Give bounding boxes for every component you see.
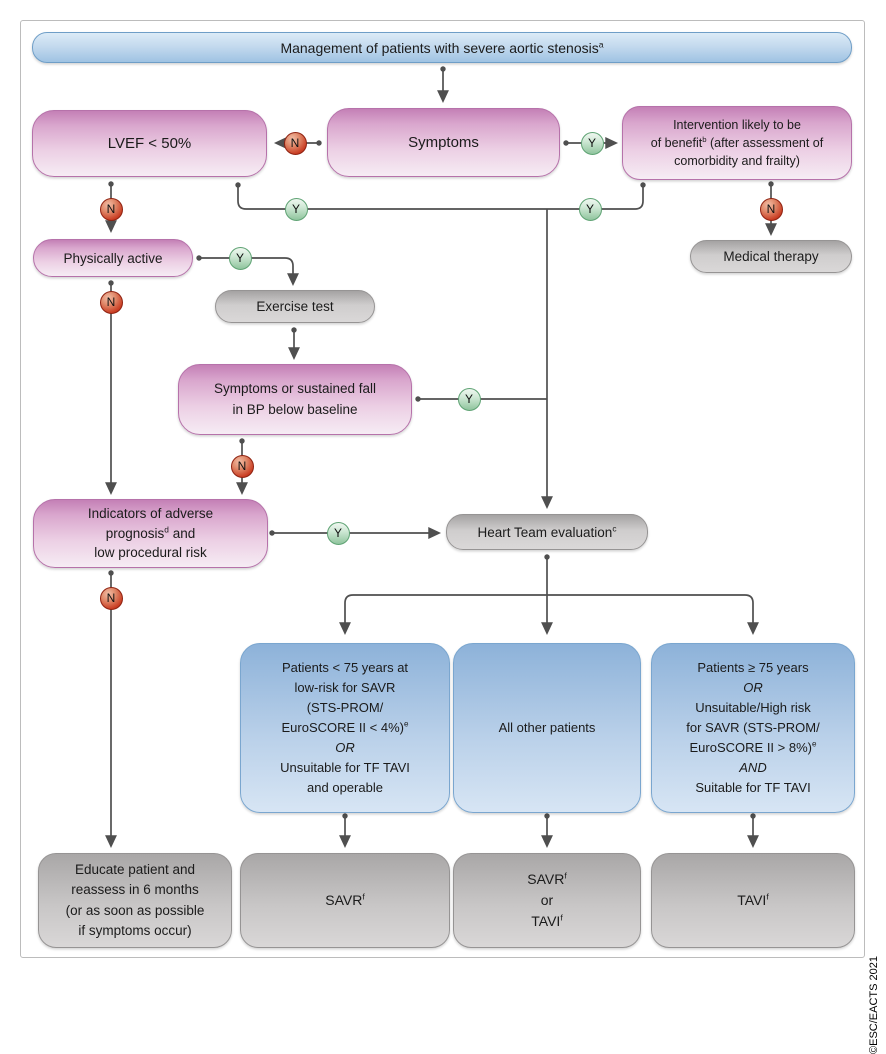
yes-badge (581, 132, 604, 155)
no-badge (231, 455, 254, 478)
box-intervention-benefit (622, 106, 852, 180)
box-indicators-adverse-prognosis (33, 499, 268, 568)
box-tavi (651, 853, 855, 948)
yes-badge-label: Y (464, 392, 473, 406)
no-badge-label: N (237, 459, 247, 473)
heart-team-label: Heart Team evaluation$^c$ (477, 523, 617, 540)
yes-badge (579, 198, 602, 221)
box-physically-active (33, 239, 193, 277)
intervention-label: Intervention likely to be of benefit$^b$ (after assessment of comorbidity and frailty) (650, 117, 824, 169)
savr-label: SAVR$^f$ (325, 891, 365, 908)
lvef-label: LVEF < 50% (107, 135, 192, 152)
box-heart-team-evaluation (446, 514, 648, 550)
yes-badge-label: Y (585, 202, 594, 216)
box-savr (240, 853, 450, 948)
no-badge-label: N (106, 295, 116, 309)
box-medical-therapy (690, 240, 852, 273)
banner-label: Management of patients with severe aortic stenosis$^a$ (280, 38, 604, 56)
all-other-patients-label: All other patients (498, 719, 596, 735)
yes-badge-label: Y (587, 136, 596, 150)
high-risk-tavi-label: Patients ≥ 75 years OR Unsuitable/High risk for SAVR (STS-PROM/ EuroSCORE II > 8%)$^e$ AND Suitable for TF TAVI (686, 659, 820, 796)
yes-badge-label: Y (291, 202, 300, 216)
box-educate-reassess (38, 853, 232, 948)
medical-therapy-label: Medical therapy (723, 249, 819, 264)
low-risk-savr-label: Patients < 75 years at low-risk for SAVR (STS-PROM/ EuroSCORE II < 4%)$^e$ OR Unsuitable for TF TAVI and operable (280, 659, 410, 796)
yes-badge (229, 247, 252, 270)
savr-or-tavi-label: SAVR$^f$ or TAVI$^f$ (527, 870, 567, 929)
educate-label: Educate patient and reassess in 6 months (or as soon as possible if symptoms occur) (65, 862, 205, 938)
no-badge (284, 132, 307, 155)
bp-fall-label: Symptoms or sustained fall in BP below baseline (213, 381, 377, 417)
yes-badge-label: Y (235, 251, 244, 265)
box-symptoms-bp-fall (178, 364, 412, 435)
box-patients-over-75-high-risk (651, 643, 855, 813)
yes-badge (458, 388, 481, 411)
indicators-label: Indicators of adverse prognosis$^d$ and low procedural risk (87, 506, 214, 561)
box-lvef (32, 110, 267, 177)
box-exercise-test (215, 290, 375, 323)
yes-badge-label: Y (333, 526, 342, 540)
no-badge-label: N (290, 136, 300, 150)
symptoms-label: Symptoms (408, 134, 479, 151)
no-badge-label: N (106, 202, 116, 216)
box-symptoms (327, 108, 560, 177)
no-badge (100, 198, 123, 221)
no-badge (760, 198, 783, 221)
no-badge (100, 587, 123, 610)
yes-badge (285, 198, 308, 221)
box-all-other-patients (453, 643, 641, 813)
exercise-test-label: Exercise test (256, 299, 334, 314)
no-badge-label: N (766, 202, 776, 216)
box-savr-or-tavi (453, 853, 641, 948)
no-badge-label: N (106, 591, 116, 605)
copyright-text: ©ESC/EACTS 2021 (868, 956, 880, 1054)
box-patients-under-75-low-risk (240, 643, 450, 813)
banner-management (32, 32, 852, 63)
yes-badge (327, 522, 350, 545)
tavi-label: TAVI$^f$ (737, 891, 769, 908)
physically-active-label: Physically active (63, 250, 163, 266)
no-badge (100, 291, 123, 314)
